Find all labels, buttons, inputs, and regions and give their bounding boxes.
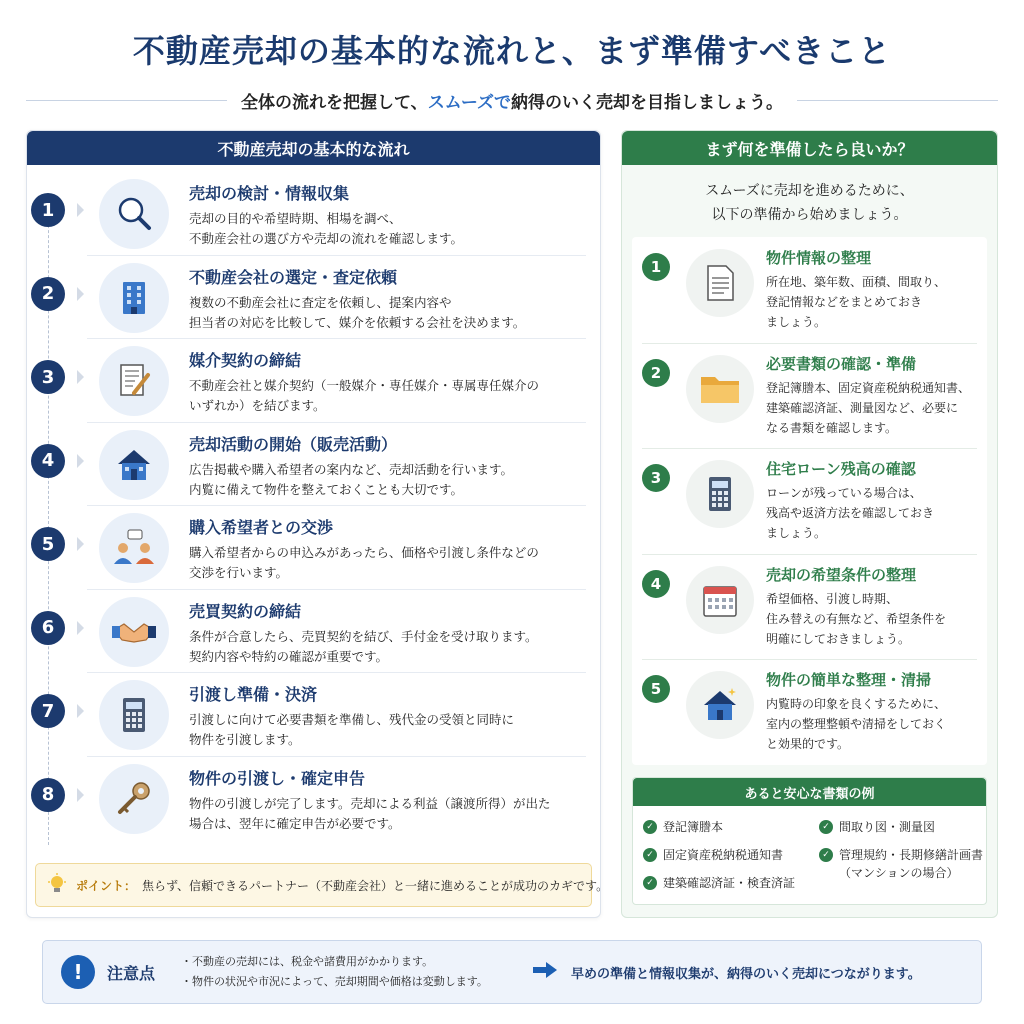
prep-title: 物件の簡単な整理・清掃 <box>766 671 932 690</box>
step-desc: 不動産会社と媒介契約（一般媒介・専任媒介・専属専任媒介の いずれか）を結びます。 <box>189 378 540 413</box>
chevron-right-icon <box>77 287 84 301</box>
prep-text <box>766 458 981 543</box>
chevron-right-icon <box>77 203 84 217</box>
step-title: 売却活動の開始（販売活動） <box>189 434 398 454</box>
step-text <box>189 348 588 416</box>
step-text <box>189 599 588 667</box>
step-number: 6 <box>31 611 65 645</box>
prep-title: 物件情報の整理 <box>766 249 872 267</box>
step-text <box>189 515 588 583</box>
prep-number: 5 <box>642 675 670 703</box>
note-label: 注意点 <box>107 963 156 983</box>
check-icon: ✓ <box>819 848 833 862</box>
doc-item: ✓ 登記簿謄本 <box>643 818 723 836</box>
exclamation-icon: ! <box>61 955 95 989</box>
chevron-right-icon <box>77 621 84 635</box>
chevron-right-icon <box>77 537 84 551</box>
calculator-icon <box>99 680 169 750</box>
prep-item-2 <box>632 343 987 449</box>
step-number: 3 <box>31 360 65 394</box>
step-title: 不動産会社の選定・査定依頼 <box>189 267 398 287</box>
caution-note <box>42 940 982 1004</box>
people-talk-icon <box>99 513 169 583</box>
docs-box <box>632 777 987 905</box>
docs-grid <box>633 806 986 906</box>
flow-step-1 <box>27 171 600 255</box>
prep-desc: 登記簿謄本、固定資産税納税通知書、 建築確認済証、測量図など、必要に なる書類を確認します。 <box>766 380 971 435</box>
prep-number: 2 <box>642 359 670 387</box>
prep-intro: スムーズに売却を進めるために、 以下の準備から始めましょう。 <box>705 183 914 223</box>
step-title: 売買契約の締結 <box>189 601 302 621</box>
chevron-right-icon <box>77 704 84 718</box>
page-subtitle <box>241 88 783 113</box>
magnifier-icon <box>99 179 169 249</box>
flow-step-2 <box>27 255 600 339</box>
arrow-right-icon <box>533 962 557 982</box>
prep-item-4 <box>632 554 987 660</box>
chevron-right-icon <box>77 454 84 468</box>
step-text <box>189 682 588 750</box>
flow-step-7 <box>27 672 600 756</box>
prep-item-3 <box>632 448 987 554</box>
doc-item: ✓ 建築確認済証・検査済証 <box>643 874 795 892</box>
step-desc: 条件が合意したら、売買契約を結び、手付金を受け取ります。 契約内容や特約の確認が重要です。 <box>189 628 538 664</box>
building-icon <box>99 263 169 333</box>
step-title: 物件の引渡し・確定申告 <box>189 768 366 788</box>
chevron-right-icon <box>77 370 84 384</box>
step-desc: 広告掲載や購入希望者の案内など、売却活動を行います。 内覧に備えて物件を整えておくことも大切です。 <box>189 461 514 497</box>
step-title: 引渡し準備・決済 <box>189 685 318 704</box>
lightbulb-icon <box>46 873 68 898</box>
prep-number: 4 <box>642 570 670 598</box>
page-title: 不動産売却の基本的な流れと、まず準備すべきこと <box>132 32 892 70</box>
prep-text <box>766 247 981 332</box>
prep-title: 必要書類の確認・準備 <box>766 354 917 373</box>
step-text <box>189 766 588 834</box>
step-desc: 複数の不動産会社に査定を依頼し、提案内容や 担当者の対応を比較して、媒介を依頼する会社を決めます。 <box>189 294 526 330</box>
note-conclusion: 早めの準備と情報収集が、納得のいく売却につながります。 <box>571 966 921 982</box>
prep-desc: 内覧時の印象を良くするために、 室内の整理整頓や清掃をしておく と効果的です。 <box>766 697 947 752</box>
prep-desc: ローンが残っている場合は、 残高や返済方法を確認しておき ましょう。 <box>766 486 935 541</box>
step-number: 4 <box>31 444 65 478</box>
doc-item: ✓ 管理規約・長期修繕計画書 （マンションの場合） <box>819 846 983 882</box>
check-icon: ✓ <box>643 848 657 862</box>
subtitle-post: 納得のいく売却を目指しましょう。 <box>511 92 783 113</box>
handshake-icon <box>99 597 169 667</box>
step-text <box>189 432 588 500</box>
step-number: 2 <box>31 277 65 311</box>
step-title: 購入希望者との交渉 <box>189 518 334 537</box>
prep-item-5 <box>632 659 987 765</box>
step-title: 媒介契約の締結 <box>189 351 302 370</box>
prep-number: 3 <box>642 464 670 492</box>
flow-heading: 不動産売却の基本的な流れ <box>27 131 600 165</box>
prep-text <box>766 353 981 438</box>
folder-icon <box>686 355 754 423</box>
point-text: 焦らず、信頼できるパートナー（不動産会社）と一緒に進めることが成功のカギです。 <box>142 878 609 893</box>
document-icon <box>686 249 754 317</box>
check-icon: ✓ <box>819 820 833 834</box>
point-box <box>35 863 609 907</box>
step-number: 5 <box>31 527 65 561</box>
step-desc: 物件の引渡しが完了します。売却による利益（譲渡所得）が出た 場合は、翌年に確定申告が必要です。 <box>189 795 551 831</box>
step-text <box>189 181 588 249</box>
step-title: 売却の検討・情報収集 <box>189 184 350 203</box>
doc-item: ✓ 間取り図・測量図 <box>819 818 935 836</box>
step-number: 1 <box>31 193 65 227</box>
flow-step-4 <box>27 422 600 506</box>
prep-text <box>766 564 981 649</box>
flow-step-8 <box>27 756 600 840</box>
clean-house-icon <box>686 671 754 739</box>
prep-item-1 <box>632 237 987 343</box>
doc-item: ✓ 固定資産税納税通知書 <box>643 846 783 864</box>
prep-desc: 希望価格、引渡し時期、 住み替えの有無など、希望条件を 明確にしておきましょう。 <box>766 591 947 646</box>
subtitle-highlight: スムーズで <box>427 92 511 113</box>
prep-title: 住宅ローン残高の確認 <box>766 460 916 479</box>
prep-desc: 所在地、築年数、面積、間取り、 登記情報などをまとめておき ましょう。 <box>766 275 947 329</box>
point-label: ポイント： <box>76 878 137 893</box>
flow-step-3 <box>27 338 600 422</box>
contract-pen-icon <box>99 346 169 416</box>
subtitle-row <box>26 86 998 114</box>
step-number: 7 <box>31 694 65 728</box>
divider-left <box>26 100 227 101</box>
step-desc: 売却の目的や希望時期、相場を調べ、 不動産会社の選び方や売却の流れを確認します。 <box>189 211 464 246</box>
prep-panel <box>621 130 998 918</box>
divider-right <box>797 100 998 101</box>
step-text <box>189 265 588 333</box>
step-number: 8 <box>31 778 65 812</box>
calculator-icon <box>686 460 754 528</box>
check-icon: ✓ <box>643 876 657 890</box>
prep-heading: まず何を準備したら良いか？ <box>622 131 997 165</box>
note-lines: ・不動産の売却には、税金や諸費用がかかります。 ・物件の状況や市況によって、売却期間や価格は変動します。 <box>181 955 488 988</box>
flow-step-6 <box>27 589 600 673</box>
house-icon <box>99 430 169 500</box>
calendar-icon <box>686 566 754 634</box>
prep-list <box>632 237 987 765</box>
docs-heading: あると安心な書類の例 <box>633 778 986 806</box>
prep-number: 1 <box>642 253 670 281</box>
flow-steps <box>27 165 600 839</box>
subtitle-pre: 全体の流れを把握して、 <box>241 92 428 113</box>
key-icon <box>99 764 169 834</box>
flow-panel <box>26 130 609 918</box>
step-desc: 引渡しに向けて必要書類を準備し、残代金の受領と同時に 物件を引渡します。 <box>189 712 515 747</box>
prep-text <box>766 669 981 754</box>
flow-step-5 <box>27 505 600 589</box>
check-icon: ✓ <box>643 820 657 834</box>
prep-title: 売却の希望条件の整理 <box>766 565 917 584</box>
chevron-right-icon <box>77 788 84 802</box>
step-desc: 購入希望者からの申込みがあったら、価格や引渡し条件などの 交渉を行います。 <box>189 545 539 580</box>
